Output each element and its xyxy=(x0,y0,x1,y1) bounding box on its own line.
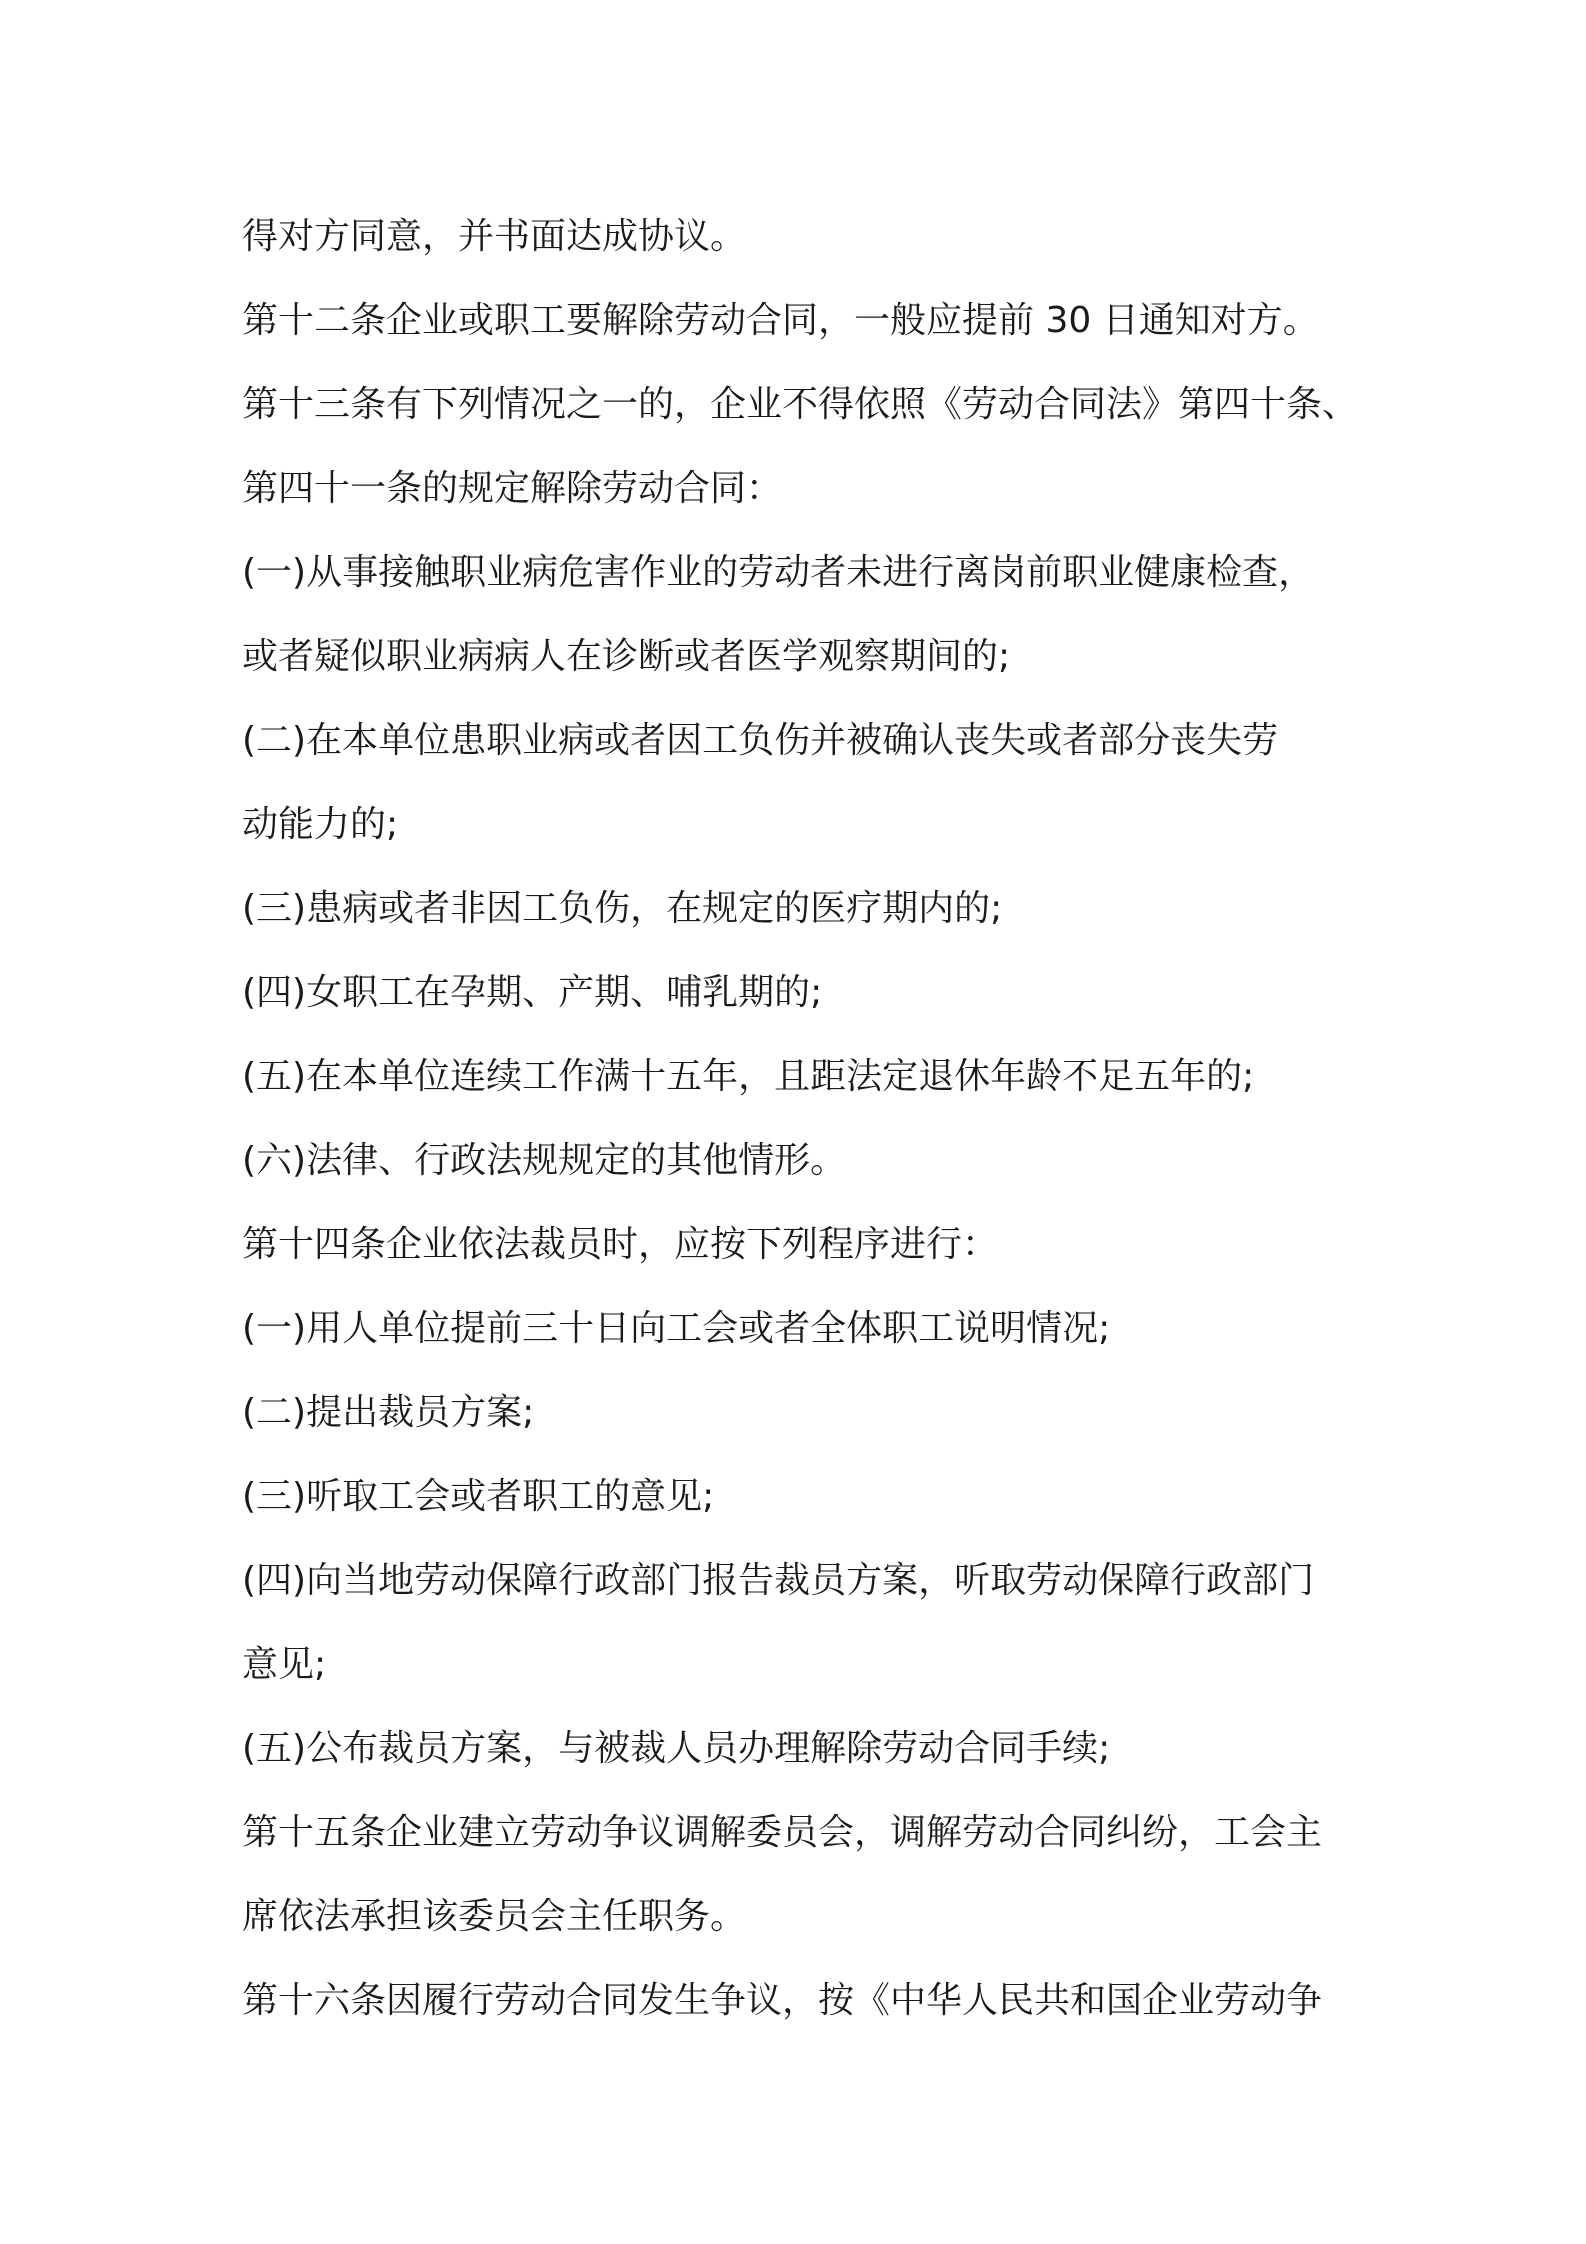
text-line: (三)患病或者非因工负伤，在规定的医疗期内的; xyxy=(242,888,1003,929)
text-line: (五)公布裁员方案，与被裁人员办理解除劳动合同手续; xyxy=(242,1728,1111,1769)
text-line: (三)听取工会或者职工的意见; xyxy=(242,1476,715,1517)
text-line: 第十二条企业或职工要解除劳动合同，一般应提前 30 日通知对方。 xyxy=(242,300,1319,341)
text-line: (二)在本单位患职业病或者因工负伤并被确认丧失或者部分丧失劳 xyxy=(242,720,1279,761)
text-line: (五)在本单位连续工作满十五年，且距法定退休年龄不足五年的; xyxy=(242,1056,1255,1097)
document-body xyxy=(242,195,1362,2043)
text-line: 第十六条因履行劳动合同发生争议，按《中华人民共和国企业劳动争 xyxy=(242,1980,1323,2021)
text-line: (六)法律、行政法规规定的其他情形。 xyxy=(242,1140,847,1181)
text-line: 意见; xyxy=(242,1644,327,1685)
text-line: 得对方同意，并书面达成协议。 xyxy=(242,216,747,257)
text-line: (四)向当地劳动保障行政部门报告裁员方案，听取劳动保障行政部门 xyxy=(242,1560,1315,1601)
text-line: 第十五条企业建立劳动争议调解委员会，调解劳动合同纠纷，工会主 xyxy=(242,1812,1323,1853)
text-line: 第十三条有下列情况之一的，企业不得依照《劳动合同法》第四十条、 xyxy=(242,384,1359,425)
text-line: (一)从事接触职业病危害作业的劳动者未进行离岗前职业健康检查， xyxy=(242,552,1315,593)
text-line: 动能力的; xyxy=(242,804,399,845)
text-line: (二)提出裁员方案; xyxy=(242,1392,535,1433)
text-line: (四)女职工在孕期、产期、哺乳期的; xyxy=(242,972,823,1013)
text-line: 第十四条企业依法裁员时，应按下列程序进行： xyxy=(242,1224,999,1265)
text-line: (一)用人单位提前三十日向工会或者全体职工说明情况; xyxy=(242,1308,1111,1349)
text-line: 第四十一条的规定解除劳动合同： xyxy=(242,468,783,509)
text-line: 席依法承担该委员会主任职务。 xyxy=(242,1896,747,1937)
text-line: 或者疑似职业病病人在诊断或者医学观察期间的; xyxy=(242,636,1011,677)
